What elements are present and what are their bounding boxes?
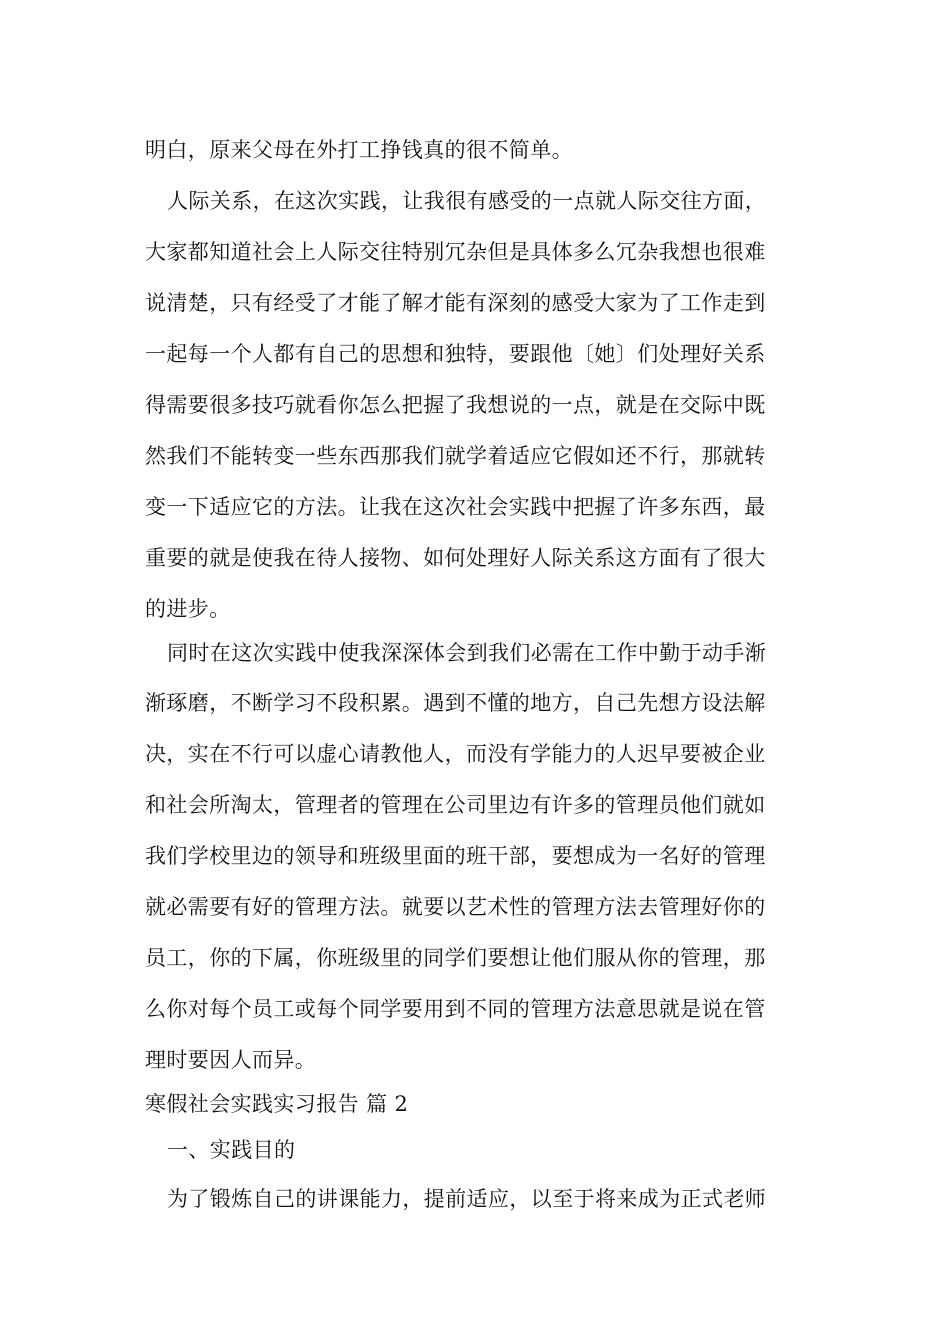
text-line: 和社会所淘太，管理者的管理在公司里边有许多的管理员他们就如	[145, 793, 766, 817]
paragraph-start-line: 人际关系，在这次实践，让我很有感受的一点就人际交往方面，	[167, 189, 767, 213]
text-line: 说清楚，只有经受了才能了解才能有深刻的感受大家为了工作走到	[145, 291, 766, 315]
text-line: 渐琢磨，不断学习不段积累。遇到不懂的地方，自己先想方设法解	[145, 691, 766, 715]
text-line: 然我们不能转变一些东西那我们就学着适应它假如还不行，那就转	[145, 444, 766, 468]
text-line: 就必需要有好的管理方法。就要以艺术性的管理方法去管理好你的	[145, 895, 766, 919]
paragraph-start-line: 同时在这次实践中使我深深体会到我们必需在工作中勤于动手渐	[167, 641, 767, 665]
text-line: 变一下适应它的方法。让我在这次社会实践中把握了许多东西，最	[145, 495, 766, 519]
text-line: 我们学校里边的领导和班级里面的班干部，要想成为一名好的管理	[145, 844, 766, 868]
text-line: 决，实在不行可以虚心请教他人，而没有学能力的人迟早要被企业	[145, 742, 766, 766]
paragraph-start-line: 为了锻炼自己的讲课能力，提前适应，以至于将来成为正式老师	[167, 1187, 767, 1211]
text-line: 的进步。	[145, 597, 231, 621]
text-line: 明白，原来父母在外打工挣钱真的很不简单。	[145, 138, 573, 162]
text-line: 理时要因人而异。	[145, 1048, 317, 1072]
text-line: 员工，你的下属，你班级里的同学们要想让他们服从你的管理，那	[145, 946, 766, 970]
text-line: 么你对每个员工或每个同学要用到不同的管理方法意思就是说在管	[145, 997, 766, 1021]
text-line: 一起每一个人都有自己的思想和独特，要跟他〔她〕们处理好关系	[145, 342, 766, 366]
text-line: 重要的就是使我在待人接物、如何处理好人际关系这方面有了很大	[145, 546, 766, 570]
text-line: 得需要很多技巧就看你怎么把握了我想说的一点，就是在交际中既	[145, 393, 766, 417]
text-line: 大家都知道社会上人际交往特别冗杂但是具体多么冗杂我想也很难	[145, 240, 766, 264]
subsection-heading: 一、实践目的	[167, 1138, 296, 1162]
section-heading: 寒假社会实践实习报告 篇 2	[145, 1092, 409, 1116]
